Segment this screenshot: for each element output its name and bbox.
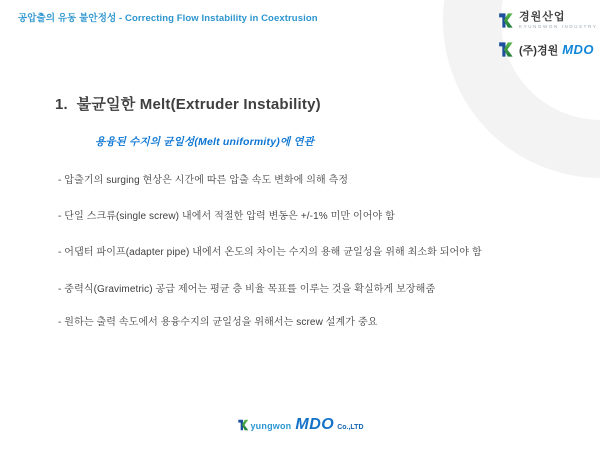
slide-title: 1. 불균일한 Melt(Extruder Instability) xyxy=(55,96,321,113)
footer-company-suffix: Co.,LTD xyxy=(337,424,364,431)
kyungwon-mdo-logo xyxy=(496,40,594,59)
bullet-item: - 중력식(Gravimetric) 공급 제어는 평균 층 비율 목표를 이루는 것을 확실하게 보장해줌 xyxy=(58,284,436,295)
kyungwon-industry-sublabel: KYUNGWON INDUSTRY xyxy=(519,23,598,29)
kyungwon-k-icon xyxy=(496,40,515,59)
bullet-list xyxy=(58,174,578,352)
slide-header-title: 공압출의 유동 불안정성 - Correcting Flow Instability in Coextrusion xyxy=(18,13,318,24)
footer-company-name: yungwon xyxy=(250,421,292,431)
footer-company-logo xyxy=(0,418,600,432)
bullet-item: - 원하는 출력 속도에서 용융수지의 균일성을 위해서는 screw 설계가 중요 xyxy=(58,317,378,328)
kyungwon-k-icon xyxy=(236,418,250,432)
kyungwon-mdo-brand: MDO xyxy=(562,42,595,57)
bullet-item: - 어댑터 파이프(adapter pipe) 내에서 온도의 차이는 수지의 용해 균일성을 위해 최소화 되어야 함 xyxy=(58,247,482,258)
kyungwon-k-icon xyxy=(496,11,515,30)
bullet-item: - 압출기의 surging 현상은 시간에 따른 압출 속도 변화에 의해 측정 xyxy=(58,175,349,186)
bullet-item: - 단일 스크류(single screw) 내에서 적절한 압력 변동은 +/-1% 미만 이어야 함 xyxy=(58,211,395,222)
slide-subtitle: 용융된 수지의 균일성(Melt uniformity)에 연관 xyxy=(95,136,315,148)
kyungwon-industry-logo xyxy=(496,11,597,30)
kyungwon-mdo-prefix: (주)경원 xyxy=(519,44,559,57)
kyungwon-industry-label: 경원산업 xyxy=(519,10,566,23)
footer-brand: MDO xyxy=(295,416,335,433)
